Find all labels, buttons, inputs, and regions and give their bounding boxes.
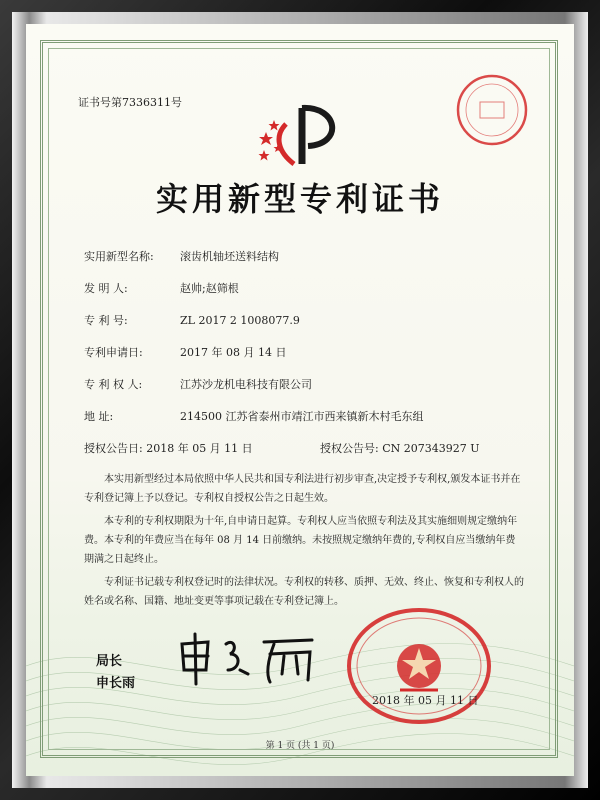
field-value: ZL 2017 2 1008077.9 [180, 314, 300, 327]
paragraph-1: 本实用新型经过本局依照中华人民共和国专利法进行初步审查,决定授予专利权,颁发本证书并在专利登记簿上予以登记。专利权自授权公告之日起生效。 [84, 474, 521, 504]
field-label: 发 明 人: [84, 282, 128, 295]
field-value: 2017 年 08 月 14 日 [180, 346, 287, 359]
certificate-title: 实用新型专利证书 [155, 180, 444, 218]
seal-date: 2018 年 05 月 11 日 [372, 694, 479, 707]
field-grant [84, 440, 480, 456]
field-address [84, 408, 424, 424]
grant-date: 授权公告日: 2018 年 05 月 11 日 [84, 442, 253, 455]
field-value: 滚齿机轴坯送料结构 [180, 250, 279, 263]
paragraph-3: 专利证书记载专利权登记时的法律状况。专利权的转移、质押、无效、终止、恢复和专利权人的姓名或名称、国籍、地址变更等事项记载在专利登记簿上。 [84, 577, 524, 607]
field-label: 地 址: [84, 410, 114, 423]
field-label: 专 利 号: [84, 314, 128, 327]
field-utility-name [84, 248, 279, 264]
field-label: 专利申请日: [84, 346, 143, 359]
field-inventor [84, 280, 239, 296]
field-filing-date [84, 344, 286, 360]
handwritten-signature [174, 630, 324, 686]
patent-office-logo [258, 100, 348, 172]
field-value: 赵帅;赵筛根 [180, 282, 239, 295]
field-value: 214500 江苏省泰州市靖江市西来镇新木村毛东组 [180, 410, 424, 423]
grant-number: 授权公告号: CN 207343927 U [320, 442, 480, 455]
paragraph-2: 本专利的专利权期限为十年,自申请日起算。专利权人应当依照专利法及其实施细则规定缴纳年费。本专利的年费应当在每年 08 月 14 日前缴纳。未按照规定缴纳年费的,专利权自应当缴纳年费期满之日起终止。 [84, 516, 518, 565]
field-patent-number [84, 312, 300, 328]
field-label: 实用新型名称: [84, 250, 154, 263]
signature-name: 申长雨 [96, 676, 136, 691]
certificate-paper [26, 24, 574, 776]
page-indicator: 第 1 页 (共 1 页) [265, 741, 335, 751]
certificate-number: 证书号第7336311号 [78, 96, 182, 109]
agency-seal [454, 72, 530, 148]
signature-title: 局长 [96, 654, 123, 669]
field-label: 专 利 权 人: [84, 378, 143, 391]
field-patentee [84, 376, 312, 392]
field-value: 江苏沙龙机电科技有限公司 [180, 378, 312, 391]
